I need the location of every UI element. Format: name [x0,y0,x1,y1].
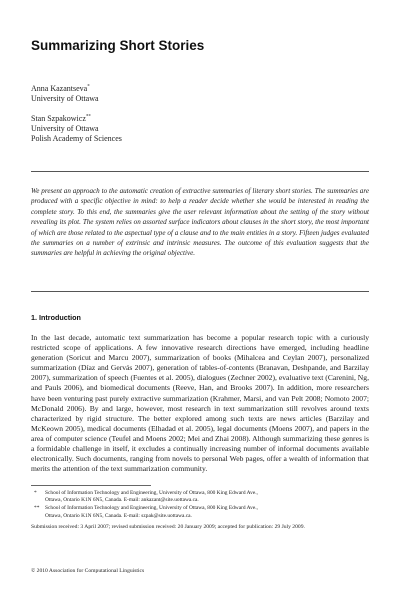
paper-title: Summarizing Short Stories [31,38,205,53]
author-name: Anna Kazantseva* [31,84,90,93]
body-text: In the last decade, automatic text summarization has become a popular research topic with a curiously restricted scope of applications. A few innovative research directions have emerged, including headline generation (Soricut and Marcu 2007), summarization of books (Mihalcea and Ceylan 2007), personalized summarization (Díaz and Gervás 2007), generation of tables-of-contents (Branavan, Deshpande, and Barzilay 2007), summarization of speech (Fuentes et al. 2005), dialogues (Zechner 2002), evaluative text (Carenini, Ng, and Pauls 2006), and biomedical documents (Reeve, Han, and Brooks 2007). In addition, more researchers have been venturing past purely extractive summarization (Krahmer, Marsi, and van Pelt 2008; Nomoto 2007; McDonald 2006). By and large, however, most research in text summarization still revolves around texts characterized by rigid structure. The better explored among such texts are news articles (Barzilay and McKeown 2005), medical documents (Elhadad et al. 2005), legal documents (Moens 2007), and papers in the area of computer science (Teufel and Moens 2002; Mei and Zhai 2008). Although summarizing these genres is a formidable challenge in itself, it excludes a continually increasing number of informal documents available electronically. Such documents, ranging from novels to personal Web pages, offer a wealth of information that merits the attention of the text summarization community. [31,333,369,474]
footnote: * School of Information Technology and Engineering, University of Ottawa, 800 King Edward Ave., Ottawa, Ontario K1N 6N5, Canada. E-mail: ankazant@site.uottawa.ca. [34,490,258,504]
author-name: Stan Szpakowicz** [31,114,91,123]
footnotes [31,490,369,520]
author-affiliation: Polish Academy of Sciences [31,134,122,143]
abstract-top-rule [31,171,369,172]
author-block [31,114,122,144]
author-affiliation: University of Ottawa [31,124,99,133]
abstract: We present an approach to the automatic creation of extractive summaries of literary short stories. The summaries are produced with a specific objective in mind: to help a reader decide whether she would be interested in reading the complete story. To this end, the summaries give the user relevant information about the setting of the story without revealing its plot. The system relies on assorted surface indicators about clauses in the short story, the most important of which are those related to the aspectual type of a clause and to the main entities in a story. Fifteen judges evaluated the summaries on a number of extrinsic and intrinsic measures. The outcome of this evaluation suggests that the summaries are helpful in achieving the original objective. [31,187,369,258]
abstract-bottom-rule [31,291,369,292]
submission-info: Submission received: 3 April 2007; revised submission received: 20 January 2009; accepted for publication: 29 July 2009. [31,524,305,530]
section-heading: 1. Introduction [31,313,81,322]
footnote: ** School of Information Technology and Engineering, University of Ottawa, 800 King Edward Ave., Ottawa, Ontario K1N 6N5, Canada. E-mail: szpak@site.uottawa.ca. [34,505,258,519]
author-affiliation: University of Ottawa [31,94,99,103]
copyright: © 2010 Association for Computational Linguistics [31,568,145,574]
footnote-rule [31,485,151,486]
author-block [31,84,99,104]
